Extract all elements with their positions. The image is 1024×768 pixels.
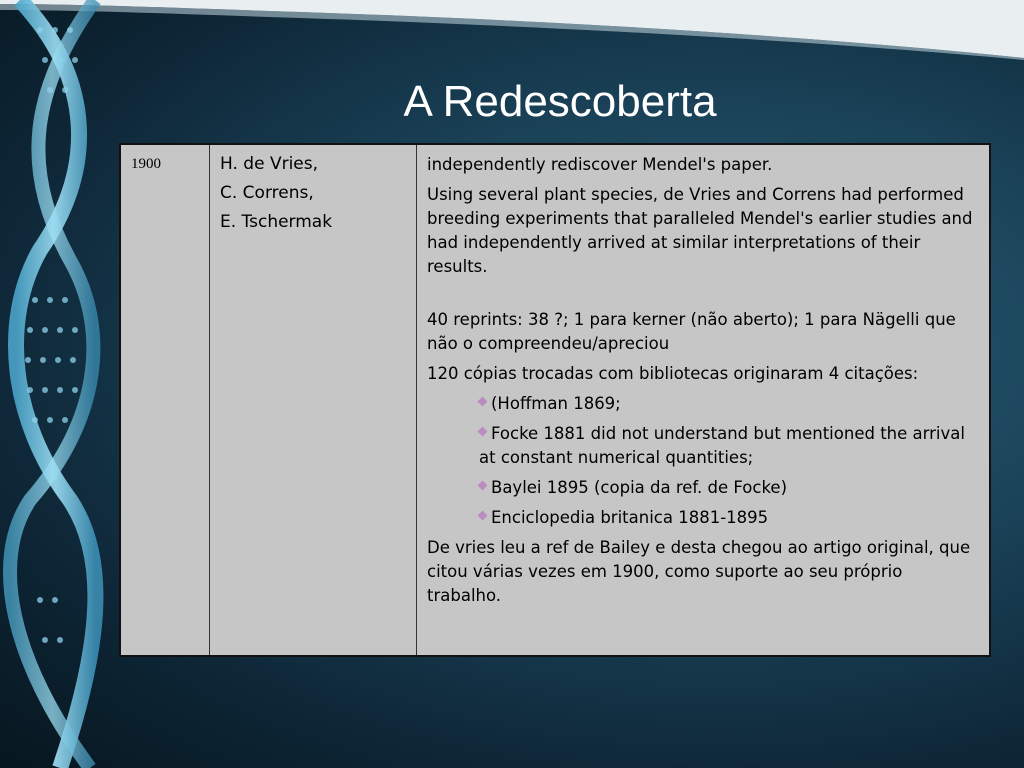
dna-helix-decoration [0,0,130,768]
description-paragraph: 40 reprints: 38 ?; 1 para kerner (não aberto); 1 para Nägelli que não o compreendeu/apreciou [427,310,956,353]
description-column [417,145,989,655]
spacer [427,285,977,308]
year-column [121,145,210,655]
description-paragraph: 120 cópias trocadas com bibliotecas originaram 4 citações: [427,364,919,383]
citation-text: Enciclopedia britanica 1881-1895 [491,508,769,527]
diamond-bullet-icon [478,397,488,407]
name-correns: C. Correns, [220,183,314,203]
names-column [210,145,417,655]
diamond-bullet-icon [478,481,488,491]
citation-text: Focke 1881 did not understand but mentioned the arrival at constant numerical quantities; [479,424,965,467]
description-paragraph: Using several plant species, de Vries and Correns had performed breeding experiments that paralleled Mendel's earlier studies and had independently arrived at similar interpretations of their results. [427,185,973,276]
citation-bullet [479,422,977,470]
name-tschermak: E. Tschermak [220,212,333,232]
year-cell: 1900 [131,156,161,172]
citation-bullet [479,392,977,416]
description-paragraph: independently rediscover Mendel's paper. [427,155,773,174]
diamond-bullet-icon [478,427,488,437]
citation-text: (Hoffman 1869; [491,394,621,413]
diamond-bullet-icon [478,511,488,521]
top-band-decoration [0,0,1024,60]
citation-text: Baylei 1895 (copia da ref. de Focke) [491,478,788,497]
content-table [119,143,991,657]
slide-title: A Redescoberta [403,77,717,126]
description-paragraph: De vries leu a ref de Bailey e desta chegou ao artigo original, que citou várias vezes em 1900, como suporte ao seu próprio trabalho. [427,538,971,605]
citation-bullet [479,506,977,530]
name-de-vries: H. de Vries, [220,154,319,174]
citation-bullet [479,476,977,500]
